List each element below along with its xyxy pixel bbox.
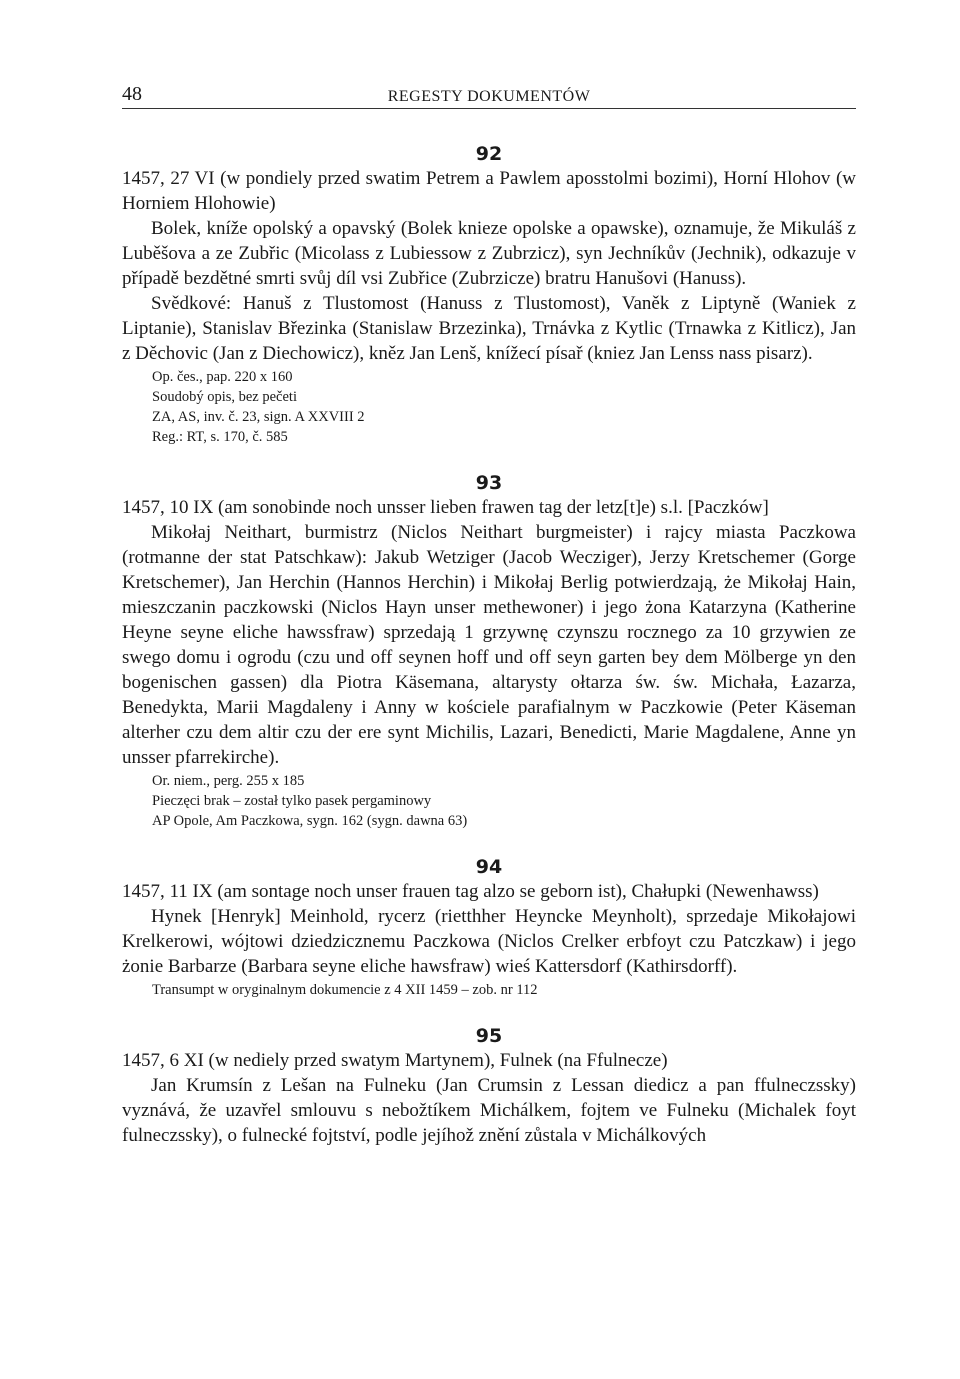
document-page <box>122 80 856 1148</box>
entry-paragraph: Jan Krumsín z Lešan na Fulneku (Jan Crumsin z Lessan diedicz a pan ffulneczssky) vyznává, že uzavřel smlouvu s nebožtíkem Michálkem, fojtem ve Fulneku (Michalek foyt fulneczssky), o fulnecké fojtství, podle jejíhož znění zůstala v Michálkových <box>122 1075 856 1146</box>
note-line: Transumpt w oryginalnym dokumencie z 4 XII 1459 – zob. nr 112 <box>152 982 538 998</box>
note-line: Soudobý opis, bez pečeti <box>152 389 297 405</box>
entry-date-place: 1457, 6 XI (w nediely przed swatym Martynem), Fulnek (na Ffulnecze) <box>122 1050 668 1071</box>
entry-number: 95 <box>475 1025 503 1047</box>
entry-number: 92 <box>475 143 503 165</box>
entry-date-place: 1457, 11 IX (am sontage noch unser frauen tag alzo se geborn ist), Chałupki (Newenhawss) <box>122 881 819 902</box>
note-line: Or. niem., perg. 255 x 185 <box>152 773 305 789</box>
page-number: 48 <box>122 83 142 105</box>
entry-notes <box>152 771 856 831</box>
entry-paragraph: Bolek, kníže opolský a opavský (Bolek knieze opolske a opawske), oznamuje, že Mikuláš z Luběšova a ze Zubřic (Micolass z Lubiessow z Zubrzicz), syn Jechníkův (Jechnik), odkazuje v případě bezdětné smrti svůj díl vsi Zubřice (Zubrzicze) bratru Hanušovi (Hanuss). <box>122 218 856 289</box>
entry-paragraph: Svědkové: Hanuš z Tlustomost (Hanuss z Tlustomost), Vaněk z Liptyně (Waniek z Liptanie), Stanislav Březinka (Stanislaw Brzezinka), Trnávka z Kytlic (Trnawka z Kitlicz), Jan z Děchovic (Jan z Diechowicz), kněz Jan Lenš, knížecí písař (kniez Jan Lenss nass pisarz). <box>122 293 856 364</box>
running-title: REGESTY DOKUMENTÓW <box>387 88 591 105</box>
entry-number: 94 <box>475 856 503 878</box>
regest-entry <box>122 855 856 1000</box>
note-line: ZA, AS, inv. č. 23, sign. A XXVIII 2 <box>152 409 365 425</box>
entry-paragraph: Mikołaj Neithart, burmistrz (Niclos Neithart burgmeister) i rajcy miasta Paczkowa (rotmanne der stat Patschkaw): Jakub Wetziger (Jacob Wecziger), Jerzy Kretschemer (Gorge Kretschemer), Jan Herchin (Hannos Herchin) i Mikołaj Berlig potwierdzają, że Mikołaj Hain, mieszczanin paczkowski (Niclos Hayn unser methewoner) i jego żona Katarzyna (Katherine Heyne seyne eliche hawssfraw) sprzedają 1 grzywnę czynszu rocznego za 10 grzywien ze swego domu i ogrodu (czu und off seynen hoff und off seyn garten bey dem Mölberge yn den bogenischen gassen) dla Piotra Käsemana, altarysty ołtarza św. św. Michała, Łazarza, Benedykta, Marii Magdaleny i Anny w kościele parafialnym w Paczkowie (Peter Käseman alterher czu dem altir czu der ere synt Michilis, Lazari, Benedicti, Marie Magdalene, Anne yn unsser pfarrekirche). <box>122 522 856 768</box>
note-line: Op. čes., pap. 220 x 160 <box>152 369 293 385</box>
note-line: Reg.: RT, s. 170, č. 585 <box>152 429 288 445</box>
running-header <box>122 80 856 109</box>
note-line: AP Opole, Am Paczkowa, sygn. 162 (sygn. dawna 63) <box>152 813 468 829</box>
regest-entry <box>122 142 856 447</box>
regest-entry <box>122 471 856 831</box>
entry-date-place: 1457, 27 VI (w pondiely przed swatim Petrem a Pawlem aposstolmi bozimi), Horní Hlohov (w Horniem Hlohowie) <box>122 168 856 214</box>
entry-notes <box>152 367 856 447</box>
entry-date-place: 1457, 10 IX (am sonobinde noch unsser lieben frawen tag der letz[t]e) s.l. [Paczków] <box>122 497 769 518</box>
entry-number: 93 <box>475 472 503 494</box>
entry-paragraph: Hynek [Henryk] Meinhold, rycerz (rietthher Heyncke Meynholt), sprzedaje Mikołajowi Krelkerowi, wójtowi dziedzicznemu Paczkowa (Niclos Crelker erbfoyt czu Patczkaw) i jego żonie Barbarze (Barbara seyne eliche hawsfraw) wieś Kattersdorf (Kathirsdorff). <box>122 906 856 977</box>
note-line: Pieczęci brak – został tylko pasek pergaminowy <box>152 793 432 809</box>
regest-entry <box>122 1024 856 1148</box>
entry-notes <box>152 980 856 1000</box>
